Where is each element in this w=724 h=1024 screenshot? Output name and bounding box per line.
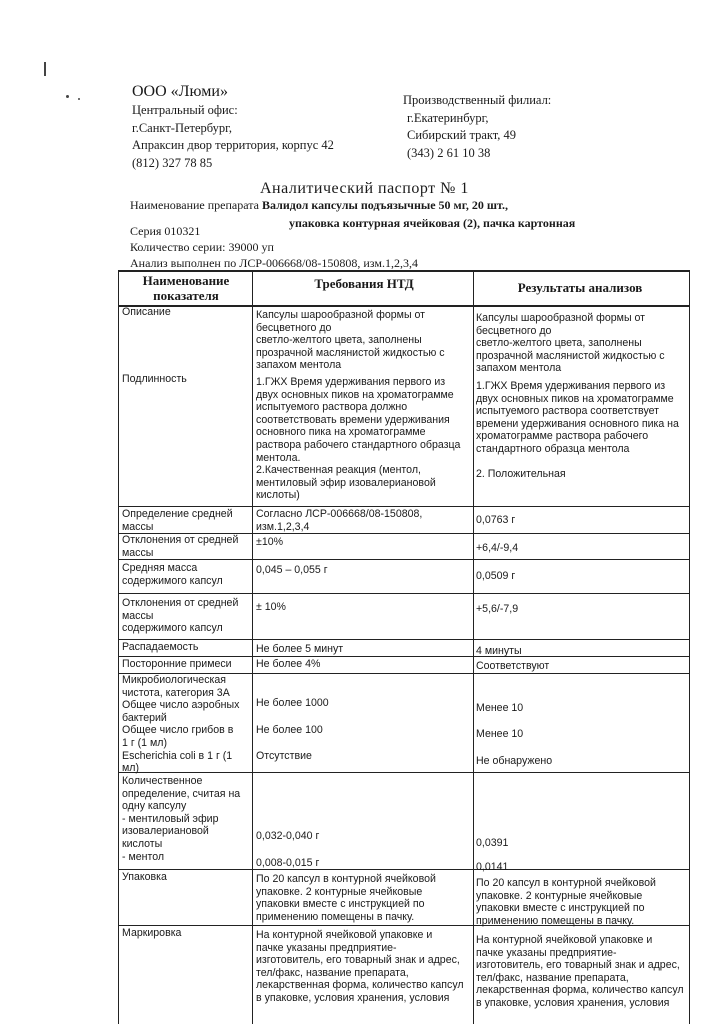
- row-name: Подлинность: [122, 373, 187, 385]
- scan-mark: [44, 62, 46, 76]
- table-border: [118, 506, 690, 507]
- row-name: Отклонения от средней массы: [122, 534, 239, 559]
- preparation-line: [130, 198, 508, 213]
- company-block: [132, 82, 334, 172]
- row-requirement: Капсулы шарообразной формы от бесцветного до светло-желтого цвета, заполнены прозрачной маслянистой жидкостью с запахом ментола: [256, 309, 445, 372]
- row-result: +5,6/-7,9: [476, 603, 519, 615]
- row-name: Микробиологическая чистота, категория 3А Общее число аэробных бактерий Общее число грибов в 1 г (1 мл) Escherichia coli в 1 г (1 мл): [122, 674, 240, 775]
- row-requirement: 0,008-0,015 г: [256, 857, 320, 869]
- row-name: Количественное определение, считая на одну капсулу - ментиловый эфир изовалериановой кислоты - ментол: [122, 775, 241, 863]
- row-name: Описание: [122, 306, 171, 318]
- office-city: г.Санкт-Петербург,: [132, 120, 233, 135]
- row-requirement: ±10%: [256, 536, 284, 548]
- branch-city: г.Екатеринбург,: [407, 110, 489, 125]
- branch-block: [403, 92, 551, 162]
- row-name: Отклонения от средней массы содержимого капсул: [122, 597, 239, 635]
- row-requirement: Не более 4%: [256, 658, 321, 670]
- preparation-name: Валидол капсулы подъязычные 50 мг, 20 шт.,: [262, 198, 508, 212]
- header-results: Результаты анализов: [517, 280, 643, 295]
- row-result: По 20 капсул в контурной ячейковой упаковке. 2 контурные ячейковые упаковки вместе с инструкцией по применению помещены в пачку.: [476, 877, 656, 927]
- row-result: +6,4/-9,4: [476, 542, 519, 554]
- office-phone: (812) 327 78 85: [132, 155, 213, 170]
- row-requirement: 0,045 – 0,055 г: [256, 564, 328, 576]
- row-result: 1.ГЖХ Время удерживания первого из двух основных пиков на хроматограмме испытуемого раствора соответствует времени удерживания основного пика на хроматограмме раствора рабочего стандартного образца ментола 2. Положительная: [476, 380, 679, 481]
- row-requirement: Отсутствие: [256, 750, 312, 762]
- table-border: [118, 270, 119, 1024]
- branch-label: Производственный филиал:: [403, 93, 552, 107]
- row-name: Средняя масса содержимого капсул: [122, 562, 223, 587]
- scan-mark: [66, 95, 69, 98]
- table-border: [252, 270, 253, 1024]
- row-result: 0,0763 г: [476, 514, 516, 526]
- row-result: На контурной ячейковой упаковке и пачке указаны предприятие- изготовитель, его товарный знак и адрес, тел/факс, название препарата, лекарственная форма, количество капсул в упаковке, условия хранения, условия: [476, 934, 684, 1009]
- row-requirement: Не более 5 минут: [256, 643, 344, 655]
- row-result: Капсулы шарообразной формы от бесцветного до светло-желтого цвета, заполнены прозрачной маслянистой жидкостью с запахом ментола: [476, 312, 665, 375]
- scan-mark: [78, 98, 80, 100]
- preparation-name-cont: упаковка контурная ячейковая (2), пачка картонная: [289, 216, 576, 230]
- row-result: Менее 10: [476, 728, 524, 740]
- company-name: ООО «Люми»: [132, 83, 228, 100]
- series-line: Серия 010321: [130, 224, 201, 238]
- table-border: [473, 270, 474, 1024]
- row-result: Не обнаружено: [476, 755, 553, 767]
- row-result: 0,0141: [476, 861, 509, 873]
- header-requirements: Требования НТД: [314, 276, 414, 291]
- analysis-line: Анализ выполнен по ЛСР-006668/08-150808, изм.1,2,3,4: [130, 256, 418, 270]
- row-requirement: На контурной ячейковой упаковке и пачке указаны предприятие- изготовитель, его товарный знак и адрес, тел/факс, название препарата, лекарственная форма, количество капсул в упаковке, условия хранения, условия: [256, 929, 464, 1004]
- row-name: Определение средней массы: [122, 508, 233, 533]
- row-requirement: ± 10%: [256, 601, 286, 613]
- preparation-label: Наименование препарата: [130, 198, 259, 212]
- row-requirement: 1.ГЖХ Время удерживания первого из двух основных пиков на хроматограмме испытуемого раствора должно соответствовать времени удерживания основного пика на хроматограмме раствора рабочего стандартного образца ментола. 2.Качественная реакция (ментол, ментиловый эфир изовалериановой кислоты): [256, 376, 461, 502]
- row-name: Посторонние примеси: [122, 658, 232, 670]
- row-result: 4 минуты: [476, 645, 522, 657]
- row-requirement: 0,032-0,040 г: [256, 830, 320, 842]
- document-title: Аналитический паспорт № 1: [260, 180, 469, 197]
- row-result: Менее 10: [476, 702, 524, 714]
- analysis-table: [118, 270, 690, 1024]
- row-result: 0,0391: [476, 837, 509, 849]
- table-border: [689, 270, 690, 1024]
- row-result: Соответствуют: [476, 660, 550, 672]
- row-requirement: По 20 капсул в контурной ячейковой упаковке. 2 контурные ячейковые упаковки вместе с инструкцией по применению помещены в пачку.: [256, 873, 436, 923]
- branch-phone: (343) 2 61 10 38: [407, 145, 491, 160]
- branch-address: Сибирский тракт, 49: [407, 128, 517, 142]
- row-requirement: Согласно ЛСР-006668/08-150808, изм.1,2,3,4: [256, 508, 423, 533]
- row-name: Упаковка: [122, 871, 167, 883]
- table-border: [118, 593, 690, 594]
- row-requirement: Не более 1000: [256, 697, 329, 709]
- office-label: Центральный офис:: [132, 103, 238, 117]
- row-name: Распадаемость: [122, 641, 199, 653]
- header-indicator: Наименование показателя: [142, 273, 230, 303]
- quantity-line: Количество серии: 39000 уп: [130, 240, 274, 254]
- table-border: [118, 270, 690, 272]
- table-border: [118, 639, 690, 640]
- row-result: 0,0509 г: [476, 570, 516, 582]
- office-address: Апраксин двор территория, корпус 42: [132, 138, 334, 152]
- row-name: Маркировка: [122, 927, 182, 939]
- row-requirement: Не более 100: [256, 724, 323, 736]
